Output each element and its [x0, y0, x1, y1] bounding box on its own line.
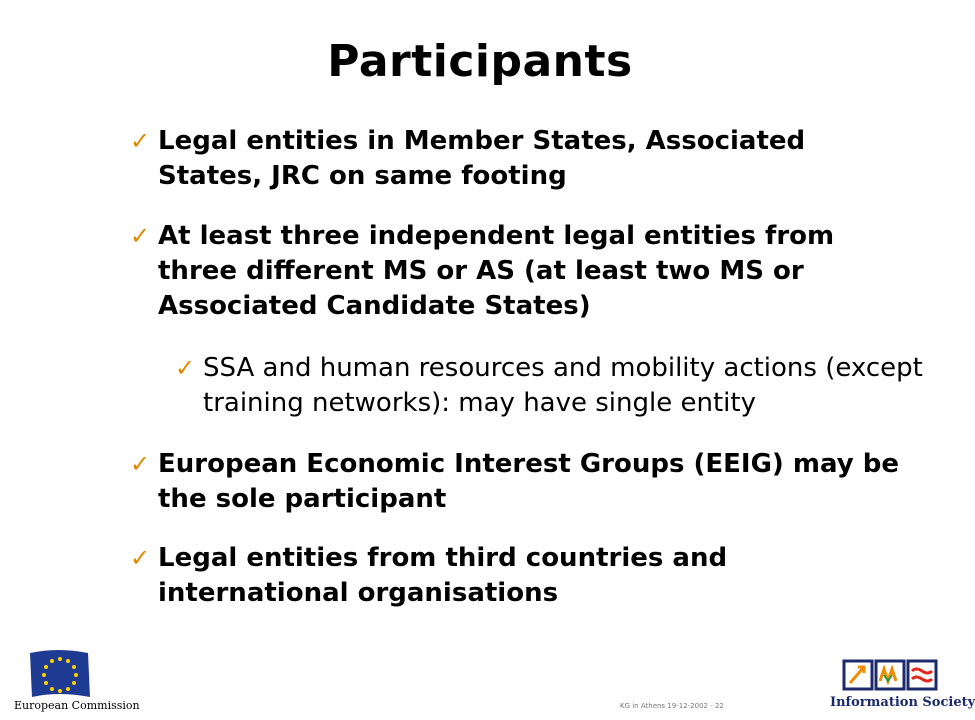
- checkmark-icon: ✓: [130, 450, 151, 478]
- checkmark-icon: ✓: [130, 222, 151, 250]
- bullet-text: Legal entities from third countries and international organisations: [158, 543, 728, 608]
- bullet-text: SSA and human resources and mobility actions (except training networks): may have single entity: [203, 353, 923, 418]
- bullet-text: Legal entities in Member States, Associated States, JRC on same footing: [158, 126, 806, 191]
- information-society-logo: [840, 655, 940, 695]
- bullet-text: European Economic Interest Groups (EEIG) may be the sole participant: [158, 449, 899, 514]
- bullet-item: [130, 541, 910, 611]
- information-society-label: Information Society: [830, 695, 975, 710]
- checkmark-icon: ✓: [175, 354, 196, 382]
- signal-box-icon: [908, 661, 936, 689]
- checkmark-icon: ✓: [130, 544, 151, 572]
- european-commission-label: European Commission: [14, 699, 140, 712]
- checkmark-icon: ✓: [130, 127, 151, 155]
- bullet-text: At least three independent legal entities from three different MS or AS (at least two MS or Associated Candidate States): [158, 221, 835, 321]
- bullet-item: [130, 219, 910, 324]
- slide-title: Participants: [327, 36, 633, 87]
- bullet-item: [130, 447, 910, 517]
- bullet-item: [130, 124, 910, 194]
- sub-bullet-item: [175, 351, 935, 421]
- footer-note: KG in Athens 19-12-2002 - 22: [620, 702, 724, 710]
